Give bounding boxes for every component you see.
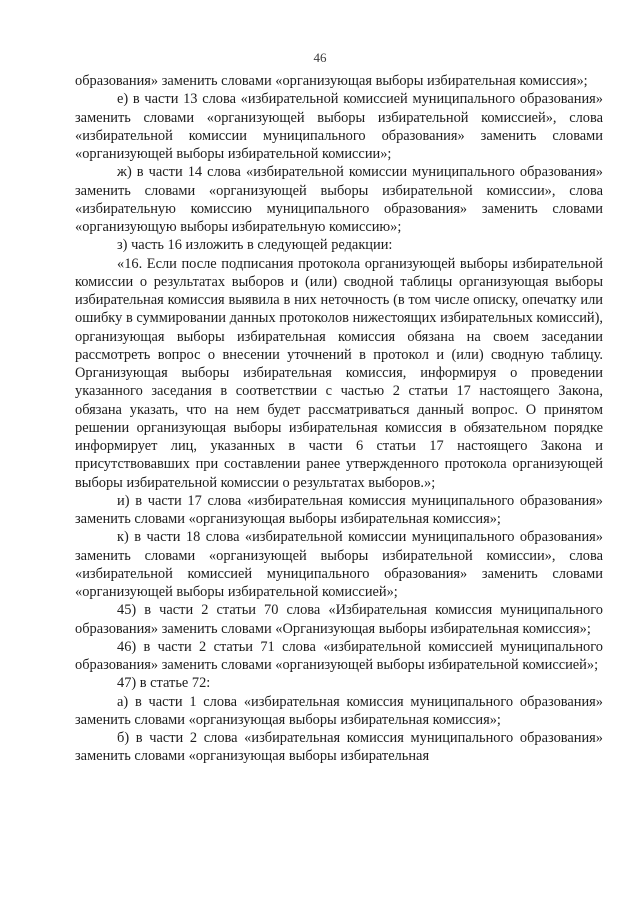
paragraph: 45) в части 2 статьи 70 слова «Избирательная комиссия муниципального образования» заменить словами «Организующая выборы избирательная комиссия»; — [75, 602, 603, 637]
paragraph: «16. Если после подписания протокола организующей выборы избирательной комиссии о результатах выборов и (или) сводной таблицы организующая выборы избирательная комиссия выявила в них неточность (в том числе описку, опечатку или ошибку в суммировании данных протоколов нижестоящих избирательных комиссий), организующая выборы избирательная комиссия обязана на своем заседании рассмотреть вопрос о внесении уточнений в протокол и (или) сводную таблицу. Организующая выборы избирательная комиссия, информируя о проведении указанного заседания в соответствии с частью 2 статьи 17 настоящего Закона, обязана указать, что на нем будет рассматриваться данный вопрос. О принятом решении организующая выборы избирательная комиссия в обязательном порядке информирует лиц, указанных в части 6 статьи 17 настоящего Закона и присутствовавших при составлении ранее утвержденного протокола организующей выборы избирательной комиссии о результатах выборов.»; — [75, 255, 603, 491]
paragraph: б) в части 2 слова «избирательная комиссия муниципального образования» заменить словами «организующая выборы избирательная — [75, 730, 603, 765]
document-body — [75, 72, 603, 766]
paragraph: образования» заменить словами «организующая выборы избирательная комиссия»; — [75, 73, 588, 89]
paragraph: ж) в части 14 слова «избирательной комиссии муниципального образования» заменить словами «организующей выборы избирательной комиссии», слова «избирательную комиссию муниципального образования» заменить словами «организующую выборы избирательную комиссию»; — [75, 164, 603, 235]
paragraph: 46) в части 2 статьи 71 слова «избирательной комиссией муниципального образования» заменить словами «организующей выборы избирательной комиссией»; — [75, 638, 603, 673]
paragraph: з) часть 16 изложить в следующей редакции: — [117, 237, 393, 254]
paragraph: 47) в статье 72: — [117, 675, 211, 692]
page-number: 46 — [313, 50, 327, 65]
paragraph: к) в части 18 слова «избирательной комиссии муниципального образования» заменить словами «организующей выборы избирательной комиссии», слова «избирательной комиссией муниципального образования» заменить словами «организующей выборы избирательной комиссией»; — [75, 529, 603, 600]
paragraph: и) в части 17 слова «избирательная комиссия муниципального образования» заменить словами «организующая выборы избирательная комиссия»; — [75, 492, 603, 527]
paragraph: е) в части 13 слова «избирательной комиссией муниципального образования» заменить словами «организующей выборы избирательной комиссией», слова «избирательной комиссии муниципального образования» заменить словами «организующей выборы избирательной комиссии»; — [75, 91, 603, 162]
paragraph: а) в части 1 слова «избирательная комиссия муниципального образования» заменить словами «организующая выборы избирательная комиссия»; — [75, 693, 603, 728]
